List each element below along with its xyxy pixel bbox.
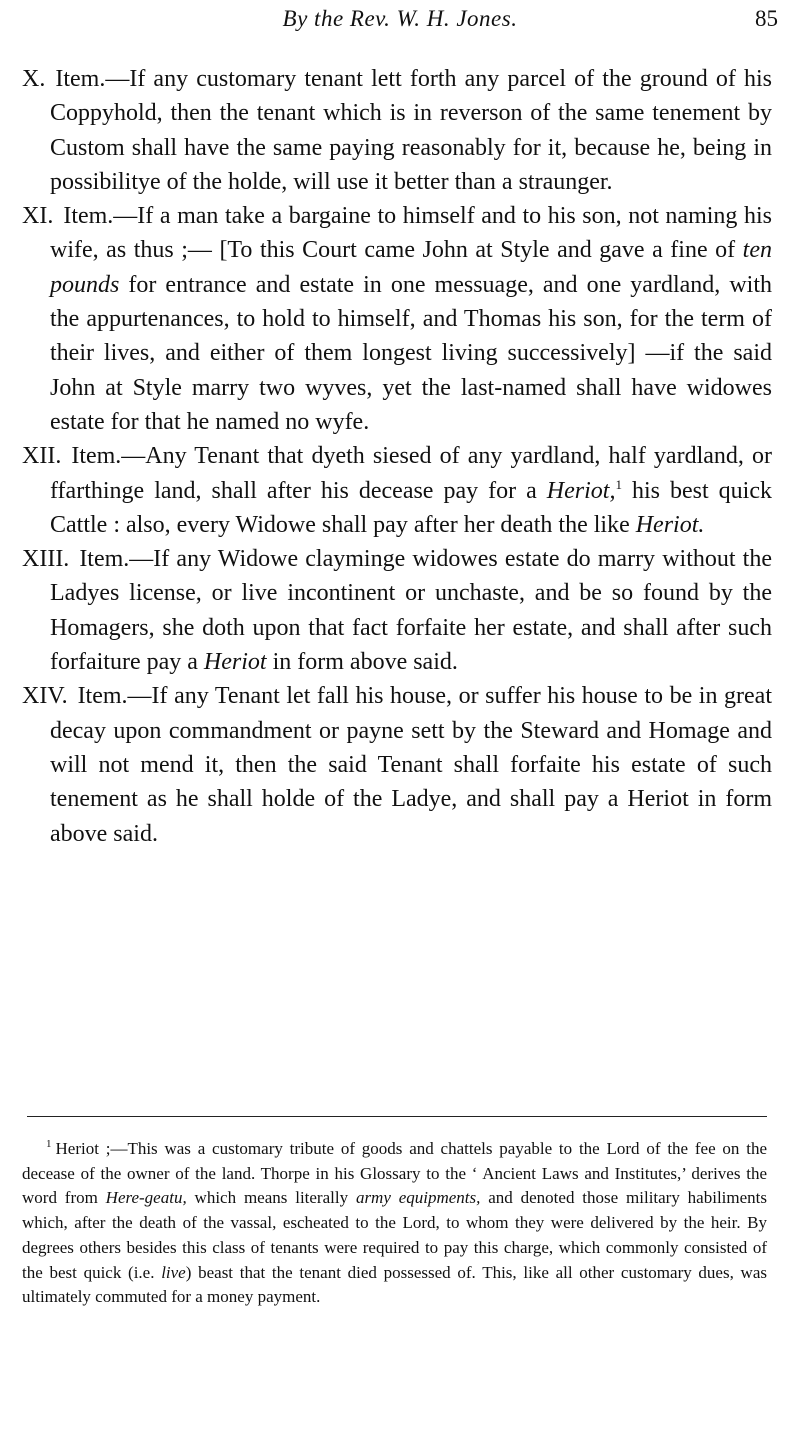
footnote (22, 1137, 767, 1310)
text-segment: for entrance and estate in one messuage, and one yardland, with the appurtenances, to hold to himself, and Thomas his son, for the term of their lives, and either of them longest living successively] —if the said John at Style marry two wyves, yet the last-named shall have widowes estate for that he named no wyfe. (50, 271, 772, 435)
custom-item (22, 542, 772, 679)
italic-text: live (161, 1262, 186, 1282)
text-segment: Item.—If any Tenant let fall his house, or suffer his house to be in great decay upon commandment or payne sett by the Steward and Homage and will not mend it, then the said Tenant shall forfaite his estate of such tenement as he shall holde of the Ladye, and shall pay a Heriot in form above said. (50, 683, 772, 847)
italic-text: Heriot. (635, 511, 705, 538)
item-numeral: XII. (22, 443, 62, 470)
footnote-area (22, 1137, 767, 1310)
italic-text: Heriot, (546, 477, 616, 504)
custom-item (22, 439, 772, 542)
footnote-rule (27, 1116, 767, 1117)
custom-item (22, 199, 772, 439)
custom-item (22, 62, 772, 199)
italic-text: Heriot (203, 649, 267, 676)
item-numeral: XI. (22, 203, 54, 230)
item-list (22, 62, 772, 851)
running-title: By the Rev. W. H. Jones. (282, 6, 518, 31)
italic-text: Here-geatu, (105, 1188, 187, 1208)
item-numeral: X. (22, 66, 46, 92)
footnote-mark: 1 (46, 1138, 52, 1151)
text-segment: Item.—If any customary tenant lett forth any parcel of the ground of his Coppyhold, then the tenant which is in reverson of the same tenement by Custom shall have the same paying reasonably for it, because he, being in possibilitye of the holde, will use it better than a straunger. (50, 66, 772, 195)
text-segment: Item.—If any Widowe clayminge widowes estate do marry without the Ladyes license, or live incontinent or unchaste, and be so found by the Homagers, she doth upon that fact forfaite her estate, and shall after such forfaiture pay a (50, 546, 772, 676)
text-segment: and denoted those military habiliments which, after the death of the vassal, escheated to the Lord, to whom they were delivered by the heir. By degrees others besides this class of tenants were required to pay this charge, which commonly consisted of the best quick (i.e. (22, 1188, 768, 1282)
item-numeral: XIII. (22, 546, 70, 573)
text-segment: which means literally (186, 1188, 356, 1208)
running-head (22, 6, 778, 40)
italic-text: ten pounds (50, 237, 772, 298)
text-segment: Item.—Any Tenant that dyeth siesed of any yardland, half yardland, or ffarthinge land, shall after his decease pay for a (50, 443, 772, 504)
text-segment: ) beast that the tenant died possessed of. This, like all other customary dues, was ultimately commuted for a money payment. (22, 1262, 767, 1307)
text-segment: his best quick Cattle : also, every Widowe shall pay after her death the like (50, 477, 772, 538)
page-number: 85 (755, 6, 778, 31)
text-segment: Heriot ;—This was a customary tribute of goods and chattels payable to the Lord of the fee on the decease of the owner of the land. Thorpe in his Glossary to the ‘ Ancient Laws and Institutes,’ derives the word from (22, 1139, 767, 1208)
text-segment: Item.—If a man take a bargaine to himself and to his son, not naming his wife, as thus ;— [To this Court came John at Style and gave a fine of (50, 203, 772, 264)
italic-text: army equipments, (355, 1188, 481, 1208)
custom-item (22, 679, 772, 850)
text-segment: in form above said. (266, 649, 458, 676)
footnote-reference: 1 (615, 476, 622, 492)
item-numeral: XIV. (22, 683, 68, 710)
